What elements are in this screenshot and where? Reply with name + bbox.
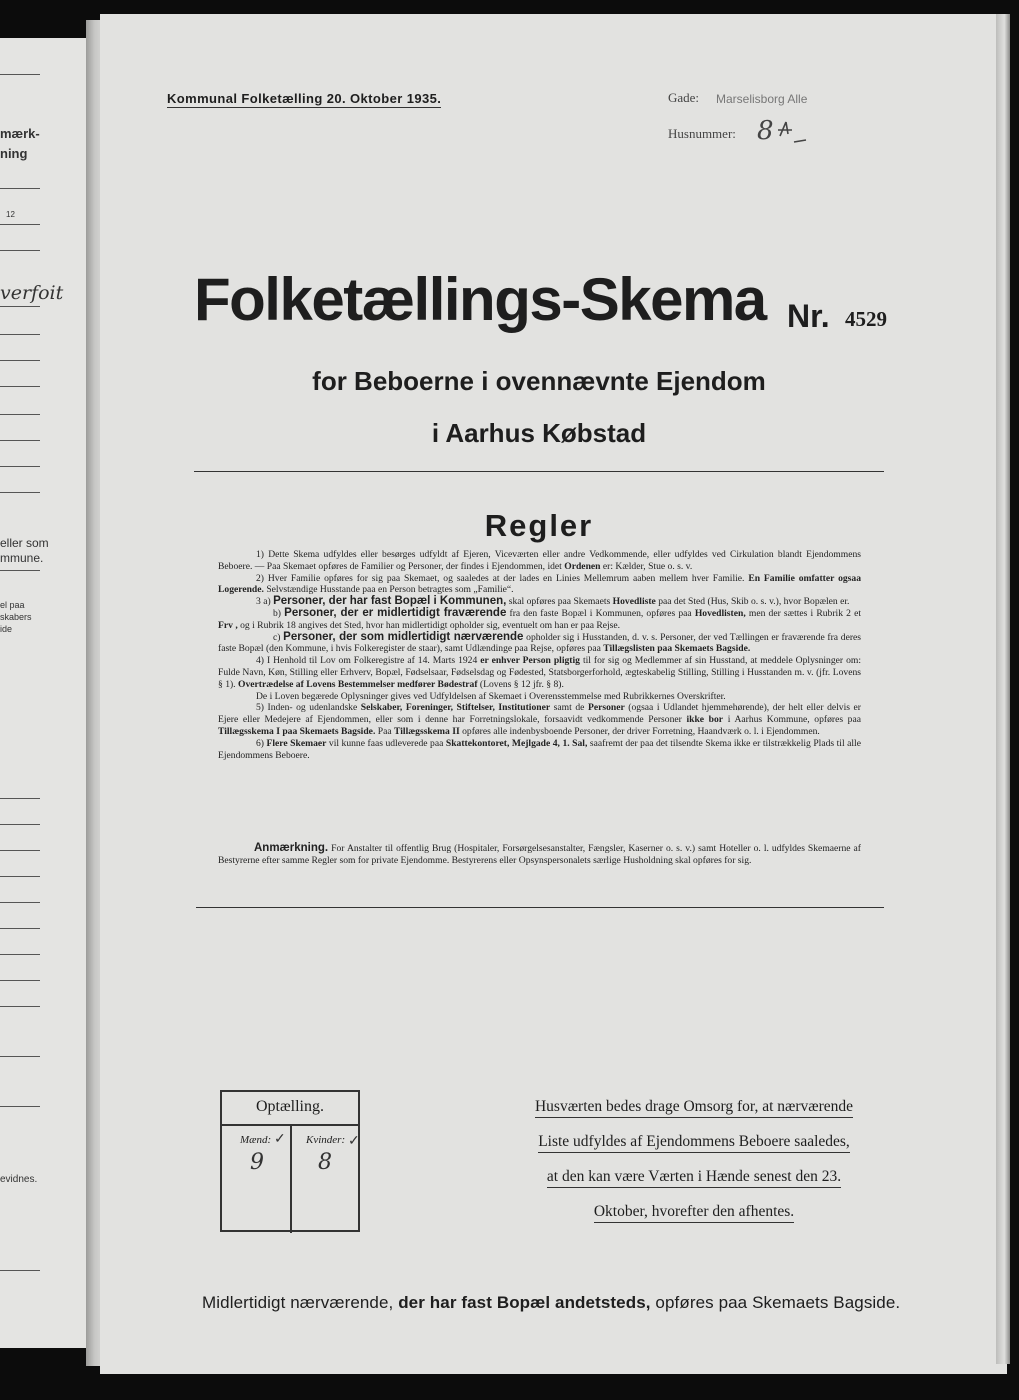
landlord-note-line: Husværten bedes drage Omsorg for, at nærværende [514,1098,874,1116]
left-rule [0,414,40,415]
divider [196,907,884,908]
form-title: Folketællings-Skema [194,266,766,333]
left-rule [0,440,40,441]
left-fragment: 12 [6,210,15,219]
women-label: Kvinder: [306,1134,346,1146]
house-number-label: Husnummer: [668,126,736,141]
left-rule [0,1056,40,1057]
left-rule [0,224,40,225]
tally-box [220,1090,360,1232]
left-rule [0,334,40,335]
house-number-value: 8 [757,116,774,146]
left-rule [0,954,40,955]
form-subtitle: for Beboerne i ovennævnte Ejendom [312,366,766,396]
tally-title: Optælling. [255,1098,324,1115]
left-fragment: el paa [0,600,25,610]
left-fragment: eller som [0,536,49,550]
left-rule [0,928,40,929]
check-mark-icon: ✓ [274,1130,286,1146]
left-rule [0,360,40,361]
left-rule [0,850,40,851]
left-rule [0,570,40,571]
left-fragment: skabers [0,612,32,622]
page-edge [996,14,1010,1364]
rule-3c: c) Personer, der som midlertidigt nærværende opholder sig i Husstanden, d. v. s. Personer, der ved Tællingen er fraværende fra deres faste Bopæl (den Kommune, i hvis Folkeregister de staar), samt Udlændinge paa Rejse, opføres paa Tillægslisten paa Skemaets Bagside. [218,630,862,655]
census-header: Kommunal Folketælling 20. Oktober 1935. [167,91,442,106]
rule-4: 4) I Henhold til Lov om Folkeregistre af 14. Marts 1924 er enhver Person pligtig til for sig og Medlemmer af sin Husstand, at meddele Oplysninger om: Fulde Navn, Køn, Stilling eller Erhverv, Bopæl, Fødselsaar, Fødselsdag og Fødested, Statsborgerforhold, ægteskabelig Stilling, Stilling i Husstanden m. v. (jfr. Lovens § 1). Overtrædelse af Lovens Bestemmelser medfører Bødestraf (Lovens § 12 jfr. § 8). [218,655,861,690]
left-rule [0,902,40,903]
left-fragment: evidnes. [0,1174,38,1185]
street-value: Marselisborg Alle [716,92,808,106]
left-rule [0,250,40,251]
footer-note: Midlertidigt nærværende, der har fast Bopæl andetsteds, opføres paa Skemaets Bagside. [202,1293,901,1312]
rules-heading: Regler [484,508,594,543]
remark-label: Anmærkning. [254,842,329,854]
form-subtitle-location: i Aarhus Købstad [431,418,647,448]
handwritten-fraction-mark [776,118,808,146]
left-rule [0,466,40,467]
left-handwriting: verfoit [0,282,64,304]
form-number-value: 4529 [845,307,887,331]
left-rule [0,876,40,877]
left-rule [0,74,40,75]
form-number-label: Nr. [787,298,830,334]
men-count: 9 [250,1150,264,1175]
rule-4b: De i Loven begærede Oplysninger gives ved Udfyldelsen af Skemaet i Overensstemmelse med Rubrikkernes Overskrifter. [256,690,726,702]
left-fragment: mmune. [0,551,44,565]
landlord-note-line: Liste udfyldes af Ejendommens Beboere saaledes, [514,1133,874,1151]
left-rule [0,798,40,799]
men-label: Mænd: [240,1134,272,1146]
left-rule [0,1106,40,1107]
rules-text [218,549,861,761]
tally-divider [290,1125,292,1233]
left-fragment: ide [0,624,13,634]
left-rule [0,386,40,387]
left-rule [0,1006,40,1007]
left-fragment: ning [0,146,28,161]
left-rule [0,980,40,981]
left-rule [0,188,40,189]
landlord-note-line: at den kan være Værten i Hænde senest den 23. [514,1168,874,1186]
left-fragment: mærk- [0,126,40,141]
landlord-note-line: Oktober, hvorefter den afhentes. [514,1203,874,1221]
remark-body: For Anstalter til offentlig Brug (Hospitaler, Forsørgelsesanstalter, Fængsler, Kaserner o. s. v.) samt Hoteller o. l. udfyldes Skemaerne af Bestyrerne efter samme Regler som for private Ejendomme. Bestyrerens eller Opsynspersonalets særlige Husholdning skal opføres for sig. [218,843,861,866]
left-rule [0,306,40,307]
remark-text [218,843,861,867]
left-rule [0,492,40,493]
rule-2: 2) Hver Familie opføres for sig paa Skemaet, og saaledes at der lades en Linies Mellemrum aaben mellem hver Familie. En Familie omfatter ogsaa Logerende. Selvstændige Husstande paa en Person betragtes som „Familie“. [218,572,861,596]
check-mark-icon: ✓ [348,1132,360,1148]
street-label: Gade: [668,90,700,105]
rule-3b: b) Personer, der er midlertidigt fraværende fra den faste Bopæl i Kommunen, opføres paa Hovedlisten, men der sættes i Rubrik 2 et Frv , og i Rubrik 18 angives det Sted, hvor han midlertidigt opholder sig, eventuelt om han er paa Rejse. [218,606,862,631]
divider [194,471,884,472]
rule-6: 6) Flere Skemaer vil kunne faas udleverede paa Skattekontoret, Mejlgade 4, 1. Sal, saafremt der paa det tilsendte Skema ikke er tilstrækkelig Plads til alle Ejendommens Beboere. [218,737,861,761]
left-rule [0,1270,40,1271]
rule-3a: 3 a) Personer, der har fast Bopæl i Kommunen, skal opføres paa Skemaets Hovedliste paa det Sted (Hus, Skib o. s. v.), hvor Bopælen er. [256,595,850,608]
rule-1: 1) Dette Skema udfyldes eller besørges udfyldt af Ejeren, Viceværten eller andre Vedkommende, eller udfyldes ved Cirkulation blandt Ejendommens Beboere. — Paa Skemaet opføres de Familier og Personer, der findes i Ejendommen, idet Ordenen er: Kælder, Stue o. s. v. [218,549,861,572]
left-partial-page [0,38,88,1348]
left-rule [0,824,40,825]
women-count: 8 [318,1150,332,1175]
rule-5: 5) Inden- og udenlandske Selskaber, Foreninger, Stiftelser, Institutioner samt de Personer (ogsaa i Udlandet hjemmehørende), der helt eller delvis er Ejere eller Medejere af Ejendommen, eller som i denne har Forretningslokale, forsaavidt vedkommende Personer ikke bor i Aarhus Kommune, opføres paa Tillægsskema I paa Skemaets Bagside. Paa Tillægsskema II opføres alle indenbysboende Personer, der driver Forretning, Haandværk o. l. i Ejendommen. [218,702,862,737]
